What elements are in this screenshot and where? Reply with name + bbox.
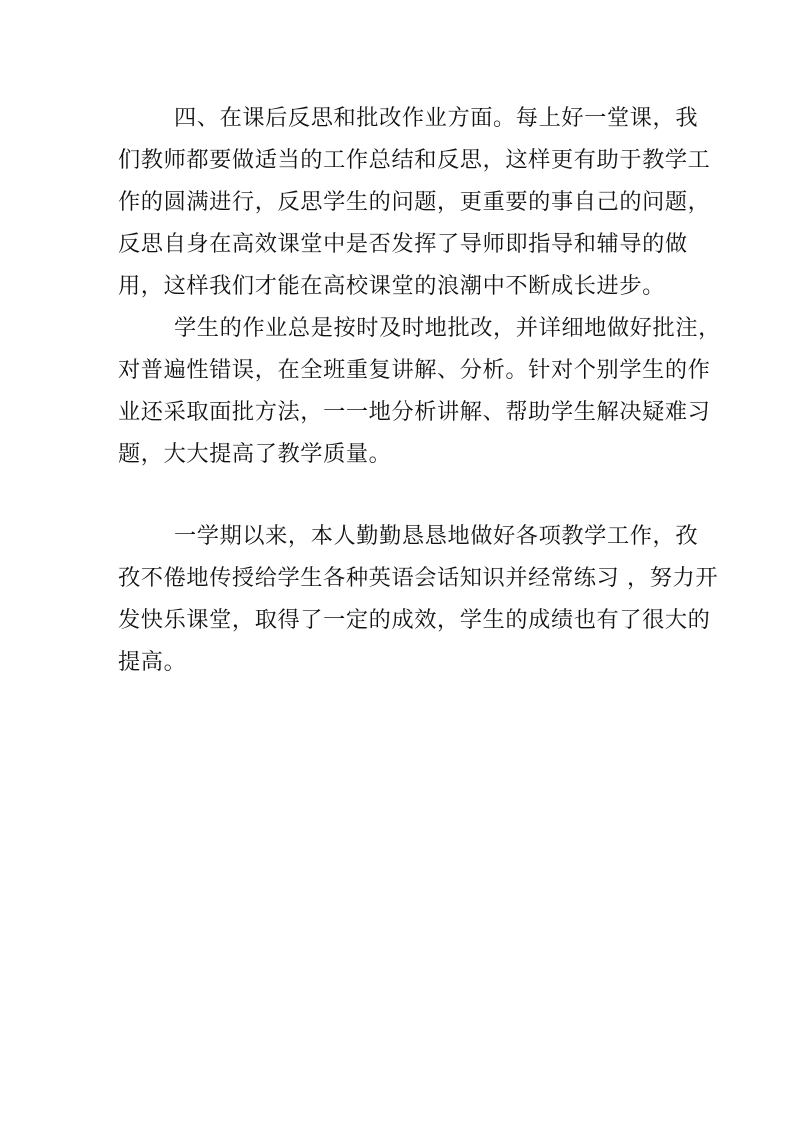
paragraph-2-line-1: 学生的作业总是按时及时地批改，并详细地做好批注， <box>174 315 721 341</box>
paragraph-2-line-3: 业还采取面批方法，一一地分析讲解、帮助学生解决疑难习 <box>118 399 711 425</box>
paragraph-1-line-4: 反思自身在高效课堂中是否发挥了导师即指导和辅导的做 <box>118 231 688 257</box>
paragraph-1-line-1: 四、在课后反思和批改作业方面。每上好一堂课，我 <box>174 105 699 131</box>
paragraph-3-line-1: 一学期以来，本人勤勤恳恳地做好各项教学工作，孜 <box>174 523 699 549</box>
paragraph-2-line-4: 题，大大提高了教学质量。 <box>118 441 392 467</box>
paragraph-3-line-4: 提高。 <box>118 649 187 675</box>
paragraph-2-line-2: 对普遍性错误，在全班重复讲解、分析。针对个别学生的作 <box>118 357 711 383</box>
paragraph-1-line-2: 们教师都要做适当的工作总结和反思，这样更有助于教学工 <box>118 147 711 173</box>
paragraph-1-line-5: 用，这样我们才能在高校课堂的浪潮中不断成长进步。 <box>118 273 665 299</box>
paragraph-1-line-3: 作的圆满进行，反思学生的问题，更重要的事自己的问题， <box>118 189 711 215</box>
paragraph-3-line-3: 发快乐课堂，取得了一定的成效，学生的成绩也有了很大的 <box>118 607 711 633</box>
paragraph-3-line-2: 孜不倦地传授给学生各种英语会话知识并经常练习 ，努力开 <box>118 565 719 591</box>
